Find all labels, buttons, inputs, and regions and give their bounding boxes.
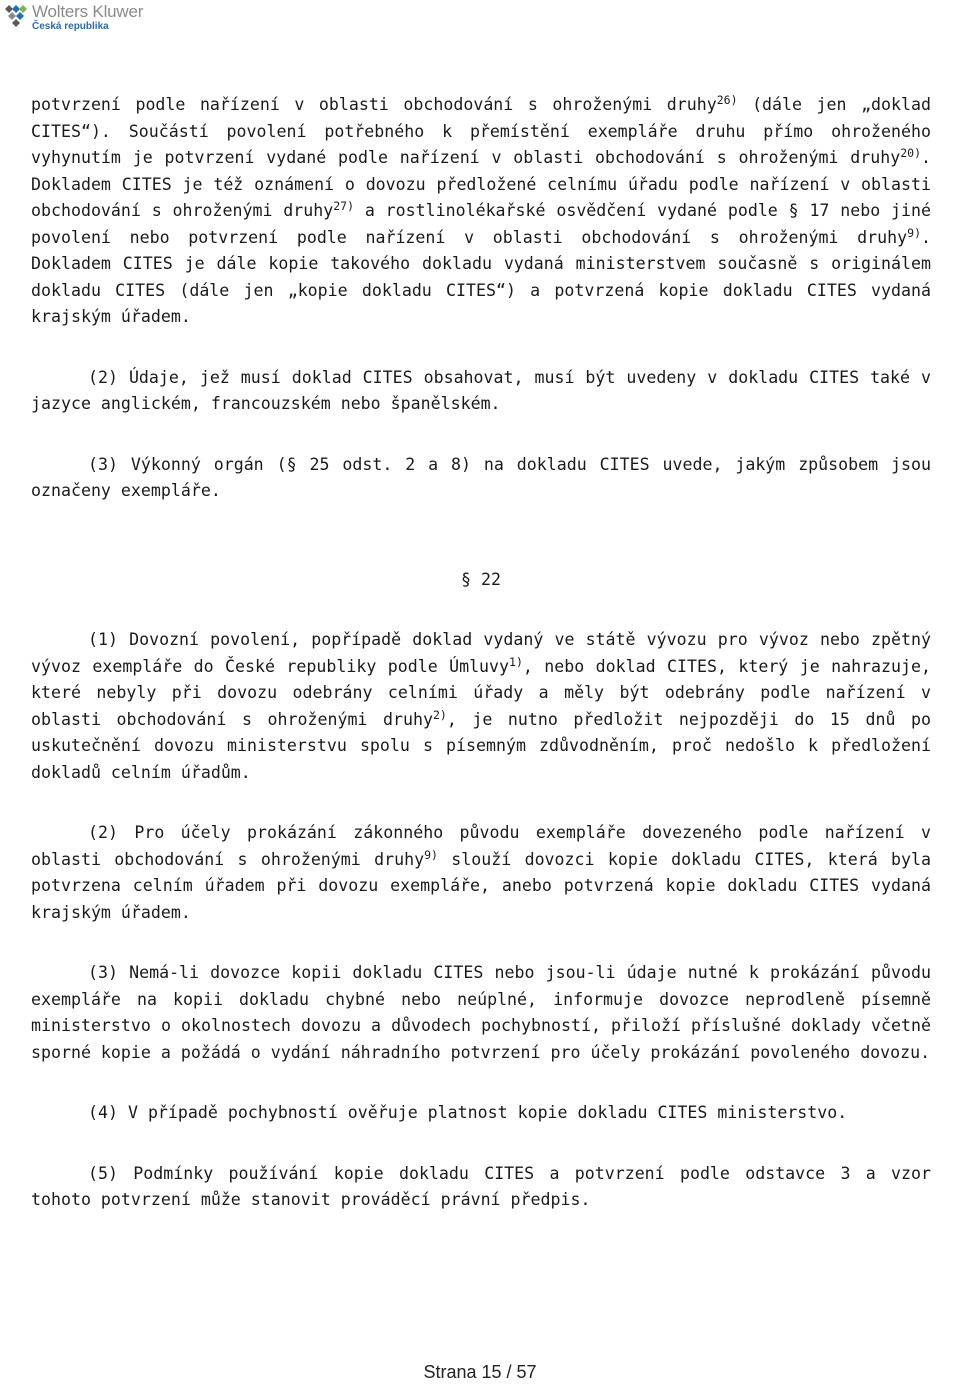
- paragraph-2: (2) Údaje, jež musí doklad CITES obsahovat, musí být uvedeny v dokladu CITES také v jazyce anglickém, francouzském nebo španělském.: [31, 367, 931, 413]
- logo-subtitle: Česká republika: [32, 21, 109, 32]
- p5-text-2: slouží dovozci kopie dokladu CITES, která byla potvrzena celním úřadem při dovozu exempláře, anebo potvrzená kopie dokladu CITES vydaná krajským úřadem.: [31, 849, 931, 922]
- paragraph-1: [31, 92, 931, 331]
- paragraph-3: (3) Výkonný orgán (§ 25 odst. 2 a 8) na dokladu CITES uvede, jakým způsobem jsou označeny exempláře.: [31, 454, 931, 500]
- footnote-ref-9: 9): [907, 225, 921, 240]
- header-logo: [3, 3, 143, 37]
- p1-text-2: (dále jen „doklad CITES“). Součástí povolení potřebného k přemístění exempláře druhu přímo ohroženého vyhynutím je potvrzení vydané podle nařízení v oblasti obchodování s ohroženými druhy: [31, 95, 931, 167]
- document-body: [31, 92, 931, 1248]
- footnote-ref-2: 2): [432, 707, 447, 722]
- footnote-ref-26: 26): [716, 93, 738, 107]
- p1-text-3: . Dokladem CITES je též oznámení o dovozu předložené celnímu úřadu podle nařízení v oblasti obchodování s ohroženými druhy: [31, 148, 931, 220]
- wolters-kluwer-logo-icon: [3, 3, 29, 29]
- footnote-ref-27: 27): [333, 199, 355, 213]
- footnote-ref-9b: 9): [424, 847, 438, 862]
- paragraph-6: (3) Nemá-li dovozce kopii dokladu CITES nebo jsou-li údaje nutné k prokázání původu exempláře na kopii dokladu chybné nebo neúplné, informuje dovozce neprodleně písemně ministerstvo o okolnostech dovozu a důvodech pochybností, přiloží příslušné doklady včetně sporné kopie a požádá o vydání náhradního potvrzení pro účely prokázání povoleného dovozu.: [31, 963, 931, 1062]
- paragraph-8: (5) Podmínky používání kopie dokladu CITES a potvrzení podle odstavce 3 a vzor tohoto potvrzení může stanovit prováděcí právní předpis.: [31, 1163, 931, 1209]
- p1-text-1: potvrzení podle nařízení v oblasti obchodování s ohroženými druhy: [31, 95, 717, 114]
- paragraph-4: [31, 627, 931, 786]
- footnote-ref-1: 1): [509, 654, 523, 669]
- p1-text-5: . Dokladem CITES je dále kopie takového dokladu vydaná ministerstvem současně s originálem dokladu CITES (dále jen „kopie dokladu CITES“) a potvrzená kopie dokladu CITES vydaná krajským úřadem.: [31, 227, 931, 326]
- footnote-ref-20: 20): [900, 146, 921, 160]
- p4-text-3: , je nutno předložit nejpozději do 15 dnů po uskutečnění dovozu ministerstvu spolu s písemným zdůvodněním, proč nedošlo k předložení dokladů celním úřadům.: [31, 709, 931, 782]
- paragraph-5: [31, 820, 931, 926]
- paragraph-7: (4) V případě pochybností ověřuje platnost kopie dokladu CITES ministerstvo.: [88, 1103, 848, 1122]
- logo-name: Wolters Kluwer: [32, 2, 144, 21]
- p5-text-1: (2) Pro účely prokázání zákonného původu exempláře dovezeného podle nařízení v oblasti obchodování s ohroženými druhy: [31, 823, 931, 869]
- p4-text-1: (1) Dovozní povolení, popřípadě doklad vydaný ve státě vývozu pro vývoz nebo zpětný vývoz exempláře do České republiky podle Úmluvy: [31, 630, 931, 676]
- section-heading: § 22: [461, 569, 501, 589]
- p4-text-2: , nebo doklad CITES, který je nahrazuje, které nebyly při dovozu odebrány celními úřady a měly být odebrány podle nařízení v oblasti obchodování s ohroženými druhy: [31, 656, 931, 729]
- page-number: Strana 15 / 57: [423, 1362, 537, 1382]
- p1-text-4: a rostlinolékařské osvědčení vydané podle § 17 nebo jiné povolení nebo potvrzení podle nařízení v oblasti obchodování s ohroženými druhy: [31, 201, 931, 247]
